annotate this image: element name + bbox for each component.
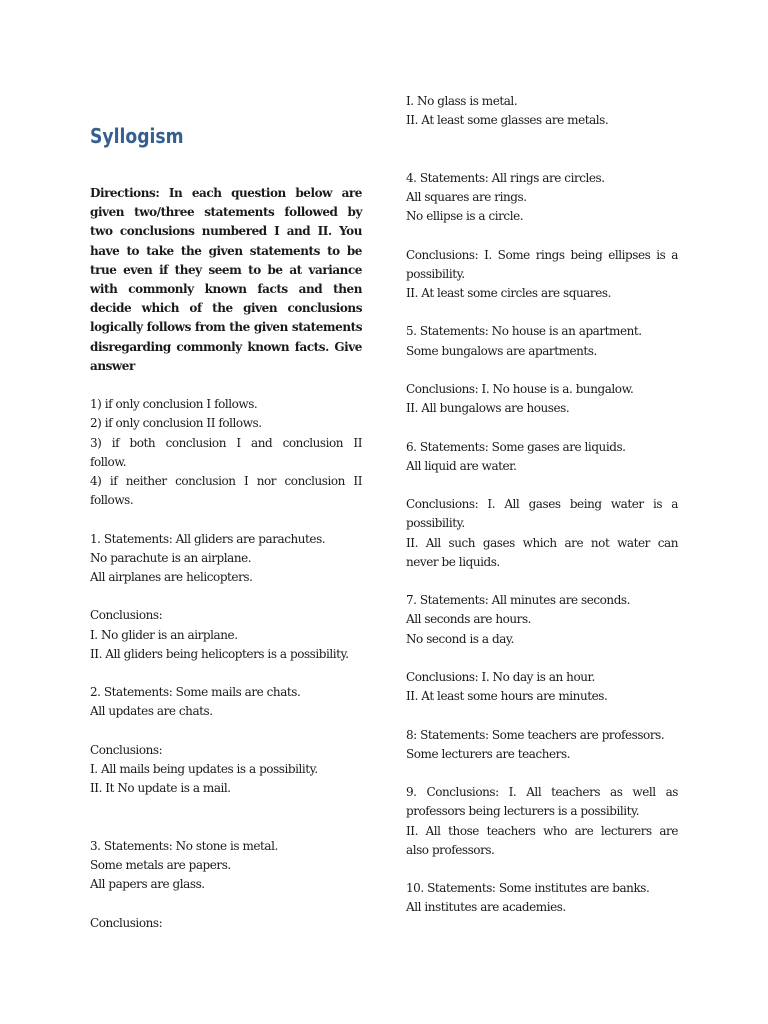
statement: 2. Statements: Some mails are chats. [90,685,301,700]
conclusions-heading: Conclusions: [90,608,163,623]
statement: All papers are glass. [90,877,205,892]
directions-line: with commonly known facts and then [90,282,362,297]
statement: Some metals are papers. [90,858,231,873]
conclusion: I. No glass is metal. [406,94,518,108]
conclusion: II. All those teachers who are lecturers are [406,823,678,838]
statement: 3. Statements: No stone is metal. [90,838,278,853]
conclusion: Conclusions: I. Some rings being ellipses is a [406,247,678,262]
page-title: Syllogism [90,124,184,148]
directions-line: disregarding commonly known facts. Give [90,339,362,354]
option-2: 2) if only conclusion II follows. [90,416,262,431]
statement: 5. Statements: No house is an apartment. [406,324,642,339]
conclusion: I. All mails being updates is a possibility. [90,762,318,777]
conclusion-cont: professors being lecturers is a possibility. [406,804,640,819]
directions-line: given two/three statements followed by [90,205,362,220]
question-9 [406,783,678,860]
question-3-conclusions [406,92,678,130]
question-8 [406,726,678,764]
statement: All seconds are hours. [406,612,532,627]
statement: All liquid are water. [406,458,517,473]
question-1 [90,530,362,664]
question-2 [90,683,362,798]
directions-paragraph [90,184,362,376]
conclusion: II. At least some glasses are metals. [406,113,609,128]
statement: All institutes are academies. [406,900,566,915]
conclusion: Conclusions: I. No house is a. bungalow. [406,381,634,396]
question-7 [406,591,678,706]
option-1: 1) if only conclusion I follows. [90,397,258,412]
directions-line: two conclusions numbered I and II. You [90,224,362,239]
directions-line: answer [90,358,135,373]
statement: No second is a day. [406,631,515,646]
statement: 6. Statements: Some gases are liquids. [406,439,626,454]
conclusion: II. It No update is a mail. [90,781,231,796]
left-column [90,184,362,933]
right-column [406,92,678,918]
option-4: 4) if neither conclusion I nor conclusion II [90,474,362,489]
option-3-cont: follow. [90,454,127,469]
directions-line: logically follows from the given statements [90,320,362,335]
question-10 [406,879,678,917]
option-4-cont: follows. [90,493,134,508]
conclusion: II. All gliders being helicopters is a possibility. [90,646,349,661]
conclusion: Conclusions: I. All gases being water is a [406,497,678,512]
statement: All squares are rings. [406,190,527,204]
directions-line: Directions: In each question below are [90,186,362,200]
conclusion: II. All bungalows are houses. [406,401,570,416]
question-4 [406,169,678,303]
conclusion: II. All such gases which are not water can [406,535,678,550]
question-5 [406,322,678,418]
conclusion: Conclusions: I. No day is an hour. [406,669,595,684]
conclusion: I. No glider is an airplane. [90,627,238,642]
conclusion: II. At least some circles are squares. [406,286,611,300]
directions-line: decide which of the given conclusions [90,301,362,316]
directions-line: have to take the given statements to be [90,243,362,258]
statement: 4. Statements: All rings are circles. [406,170,605,185]
statement: No parachute is an airplane. [90,550,252,565]
statement: 1. Statements: All gliders are parachutes. [90,531,326,546]
statement: 8: Statements: Some teachers are professors. [406,727,665,742]
statement: Some bungalows are apartments. [406,343,597,358]
option-3: 3) if both conclusion I and conclusion II [90,435,362,450]
question-6 [406,438,678,572]
statement: All updates are chats. [90,704,213,719]
conclusion: II. At least some hours are minutes. [406,689,608,704]
answer-options [90,395,362,510]
statement: No ellipse is a circle. [406,209,524,224]
statement: 10. Statements: Some institutes are banks. [406,881,650,896]
conclusion-cont: never be liquids. [406,554,500,569]
question-3 [90,837,362,933]
statement: All airplanes are helicopters. [90,570,253,585]
statement: Some lecturers are teachers. [406,746,571,761]
conclusion-cont: also professors. [406,842,495,857]
statement: 7. Statements: All minutes are seconds. [406,593,631,608]
conclusion-cont: possibility. [406,516,465,531]
conclusion: 9. Conclusions: I. All teachers as well as [406,785,678,800]
directions-line: true even if they seem to be at variance [90,262,362,277]
conclusions-heading: Conclusions: [90,915,163,930]
conclusion-cont: possibility. [406,266,465,281]
conclusions-heading: Conclusions: [90,742,163,757]
